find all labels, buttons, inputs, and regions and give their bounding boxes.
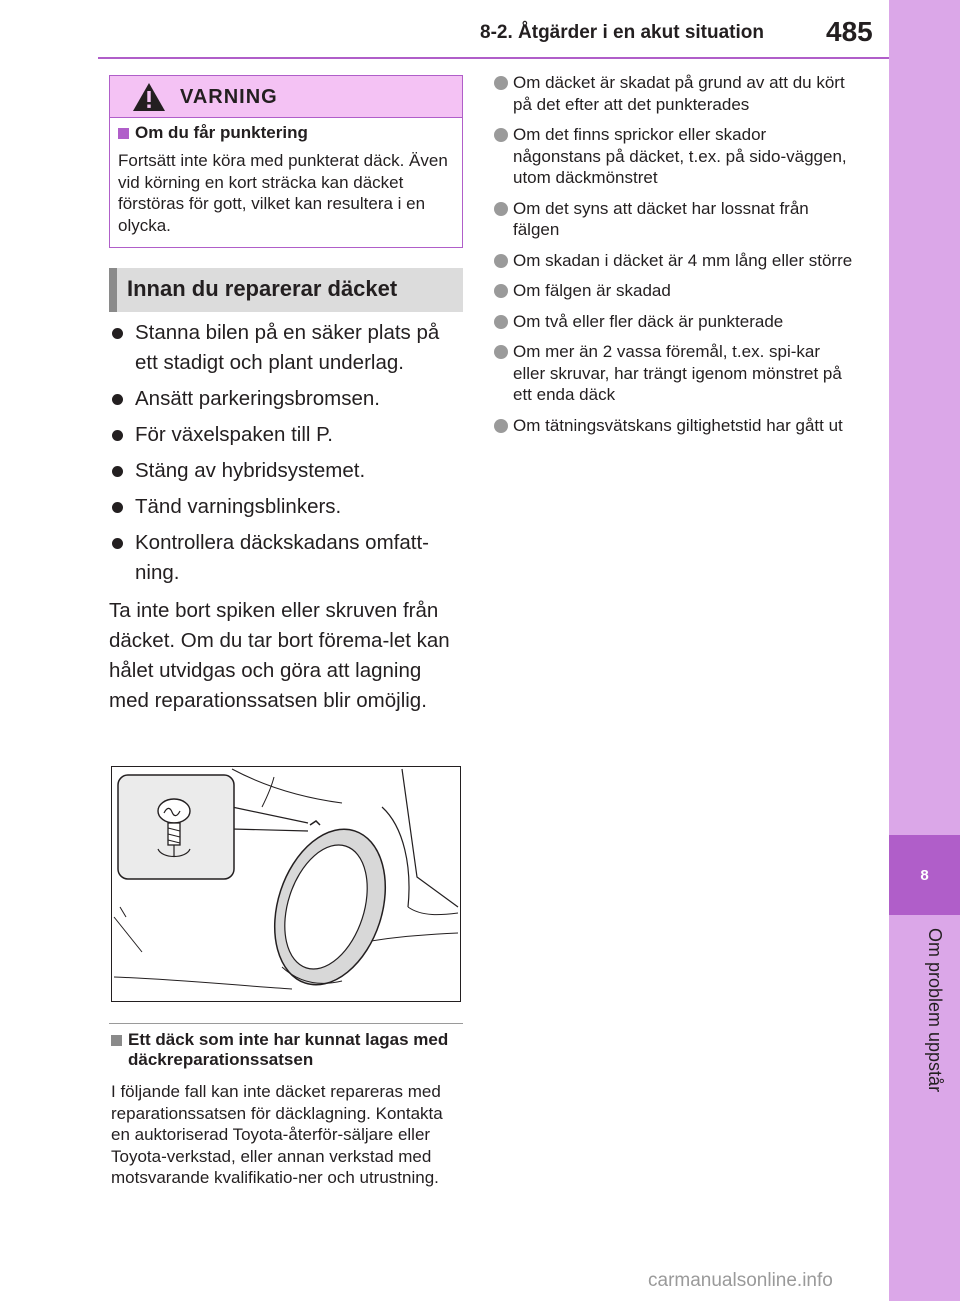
square-bullet-icon (118, 128, 129, 139)
list-item: Om fälgen är skadad (493, 280, 853, 302)
list-item: Om två eller fler däck är punkterade (493, 311, 853, 333)
bullet-dot-icon (112, 328, 123, 339)
circle-bullet-icon (494, 419, 508, 433)
list-item: Stanna bilen på en säker plats på ett stadigt och plant underlag. (109, 318, 463, 378)
unrepairable-text: I följande fall kan inte däcket repareras med reparationssatsen för däcklagning. Kontakta en auktoriserad Toyota-återför-säljare eller Toyota-verkstad, eller annan verkstad med motsvarande kvalifikatio-ner och utrustning. (111, 1082, 443, 1187)
warning-subheading: Om du får punktering (118, 122, 454, 144)
circle-bullet-icon (494, 254, 508, 268)
unrepairable-conditions (493, 72, 853, 445)
list-item: Om det finns sprickor eller skador någonstans på däcket, t.ex. på sido-väggen, utom däckmönstret (493, 124, 853, 189)
header-rule (98, 57, 890, 59)
list-item: Tänd varningsblinkers. (109, 492, 463, 522)
circle-bullet-icon (494, 345, 508, 359)
bullet-dot-icon (112, 538, 123, 549)
preparation-steps (109, 318, 463, 594)
body-paragraph: Ta inte bort spiken eller skruven från däcket. Om du tar bort förema-let kan hålet utvidgas och göra att lagning med reparationssatsen blir omöjlig. (109, 599, 450, 712)
circle-bullet-icon (494, 284, 508, 298)
bullet-dot-icon (112, 466, 123, 477)
chapter-label: Om problem uppstår (925, 928, 945, 1093)
circle-bullet-icon (494, 202, 508, 216)
square-bullet-icon (111, 1035, 122, 1046)
chapter-number-tab[interactable]: 8 (889, 835, 960, 915)
watermark-link[interactable]: carmanualsonline.info (648, 1270, 833, 1291)
side-tab-bar (889, 0, 960, 1301)
warning-text: Fortsätt inte köra med punkterat däck. Även vid körning en kort sträcka kan däcket förstöras för gott, vilket kan resultera i en olycka. (118, 151, 448, 235)
bullet-dot-icon (112, 502, 123, 513)
circle-bullet-icon (494, 315, 508, 329)
warning-header (110, 76, 462, 118)
warning-box (109, 75, 463, 248)
warning-title: VARNING (180, 86, 278, 108)
list-item: Om mer än 2 vassa föremål, t.ex. spi-kar eller skruvar, har trängt igenom mönstret på ett enda däck (493, 341, 853, 406)
tire-puncture-illustration (111, 766, 461, 1002)
section-header (109, 268, 463, 312)
section-accent (109, 268, 117, 312)
list-item: Stäng av hybridsystemet. (109, 456, 463, 486)
circle-bullet-icon (494, 128, 508, 142)
circle-bullet-icon (494, 76, 508, 90)
warning-triangle-icon (132, 82, 166, 112)
section-heading: 8-2. Åtgärder i en akut situation (480, 22, 764, 43)
list-item: Om tätningsvätskans giltighetstid har gått ut (493, 415, 853, 437)
unrepairable-subheading: Ett däck som inte har kunnat lagas med däckreparationssatsen (111, 1030, 463, 1070)
list-item: Om skadan i däcket är 4 mm lång eller större (493, 250, 853, 272)
list-item: Kontrollera däckskadans omfatt-ning. (109, 528, 463, 588)
list-item: För växelspaken till P. (109, 420, 463, 450)
page-number: 485 (826, 16, 873, 47)
tire-screw-drawing (112, 767, 460, 1001)
section-title: Innan du reparerar däcket (127, 276, 398, 301)
bullet-dot-icon (112, 430, 123, 441)
list-item: Om däcket är skadat på grund av att du kört på det efter att det punkterades (493, 72, 853, 115)
bullet-dot-icon (112, 394, 123, 405)
list-item: Om det syns att däcket har lossnat från fälgen (493, 198, 853, 241)
subsection-divider (109, 1023, 463, 1024)
list-item: Ansätt parkeringsbromsen. (109, 384, 463, 414)
